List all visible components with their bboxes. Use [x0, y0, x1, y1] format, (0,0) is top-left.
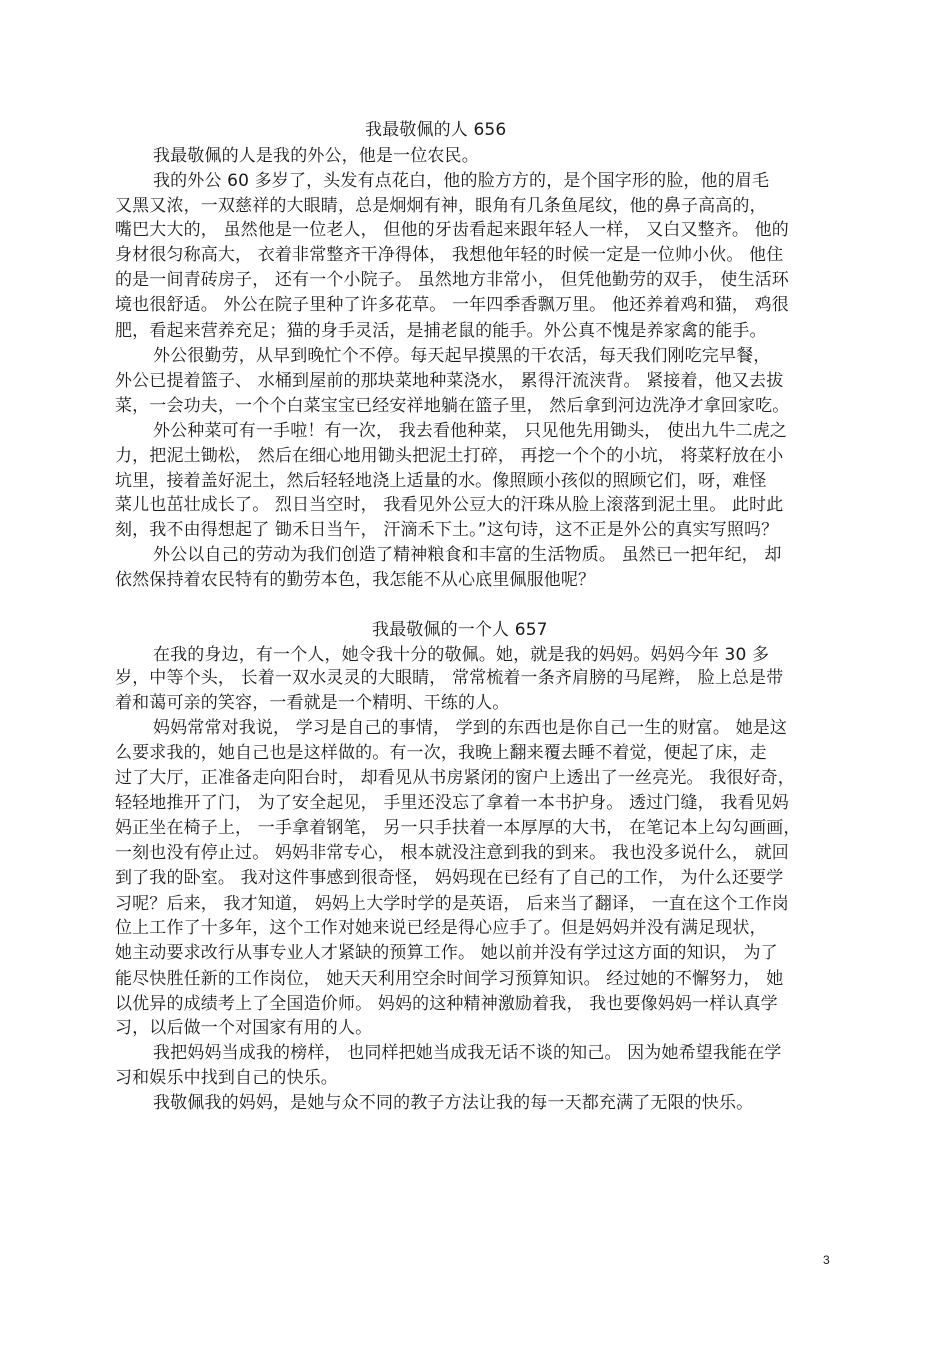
paragraph-line: 境也很舒适。 外公在院子里种了许多花草。 一年四季香飘万里。 他还养着鸡和猫， 鸡很: [115, 295, 789, 315]
paragraph-line: 坑里，接着盖好泥土，然后轻轻地浇上适量的水。像照顾小孩似的照顾它们，呀，难怪: [115, 471, 767, 491]
paragraph-line: 菜儿也茁壮成长了。 烈日当空时， 我看见外公豆大的汗珠从脸上滚落到泥土里。 此时此: [115, 495, 784, 515]
paragraph-line: 妈正坐在椅子上， 一手拿着钢笔， 另一只手扶着一本厚厚的大书， 在笔记本上勾勾画画，: [115, 818, 801, 838]
paragraph-line: 在我的身边，有一个人，她令我十分的敬佩。她，就是我的妈妈。妈妈今年 30 多: [153, 645, 770, 665]
paragraph-line: 过了大厅，正准备走向阳台时， 却看见从书房紧闭的窗户上透出了一丝亮光。 我很好奇，: [115, 768, 795, 788]
paragraph-line: 她主动要求改行从事专业人才紧缺的预算工作。 她以前并没有学过这方面的知识， 为了: [115, 943, 778, 963]
paragraph-line: 能尽快胜任新的工作岗位， 她天天利用空余时间学习预算知识。 经过她的不懈努力， 她: [115, 969, 784, 989]
paragraph-line: 菜，一会功夫，一个个白菜宝宝已经安祥地躺在篮子里， 然后拿到河边洗净才拿回家吃。: [115, 396, 790, 416]
paragraph-line: 以优异的成绩考上了全国造价师。 妈妈的这种精神激励着我， 我也要像妈妈一样认真学: [115, 994, 778, 1014]
paragraph-line: 肥，看起来营养充足；猫的身手灵活，是捕老鼠的能手。外公真不愧是养家禽的能手。: [115, 321, 767, 341]
paragraph-line: 习和娱乐中找到自己的快乐。: [115, 1068, 338, 1088]
paragraph-line: 我最敬佩的人是我的外公，他是一位农民。: [153, 146, 479, 166]
paragraph-line: 力，把泥土锄松， 然后在细心地用锄头把泥土打碎， 再挖一个个的小坑， 将菜籽放在小: [115, 446, 784, 466]
paragraph-line: 位上工作了十多年，这个工作对她来说已经是得心应手了。但是妈妈并没有满足现状，: [115, 918, 767, 938]
paragraph-line: 到了我的卧室。 我对这件事感到很奇怪， 妈妈现在已经有了自己的工作， 为什么还要学: [115, 868, 784, 888]
paragraph-line: 依然保持着农民特有的勤劳本色，我怎能不从心底里佩服他呢？: [115, 570, 596, 590]
paragraph-line: 习呢？后来， 我才知道， 妈妈上大学时学的是英语， 后来当了翻译， 一直在这个工作岗: [115, 894, 789, 914]
paragraph-line: 我把妈妈当成我的榜样， 也同样把她当成我无话不谈的知己。 因为她希望我能在学: [153, 1043, 782, 1063]
paragraph-line: 外公很勤劳，从早到晚忙个不停。每天起早摸黑的干农活，每天我们刚吃完早餐，: [153, 346, 771, 366]
paragraph-line: 岁，中等个头， 长着一双水灵灵的大眼睛， 常常梳着一条齐肩膀的马尾辫， 脸上总是带: [115, 668, 784, 688]
page-number: 3: [823, 1253, 830, 1267]
paragraph-line: 刻，我不由得想起了 锄禾日当午， 汗滴禾下土。”这句诗，这不正是外公的真实写照吗？: [115, 520, 779, 540]
paragraph-line: 外公已提着篮子、 水桶到屋前的那块菜地种菜浇水， 累得汗流浃背。 紧接着，他又去拔: [115, 371, 784, 391]
paragraph-line: 么要求我的，她自己也是这样做的。有一次，我晚上翻来覆去睡不着觉，便起了床，走: [115, 743, 767, 763]
paragraph-line: 我的外公 60 多岁了，头发有点花白，他的脸方方的，是个国字形的脸，他的眉毛: [153, 171, 770, 191]
paragraph-line: 妈妈常常对我说， 学习是自己的事情， 学到的东西也是你自己一生的财富。 她是这: [153, 718, 788, 738]
paragraph-line: 嘴巴大大的， 虽然他是一位老人， 但他的牙齿看起来跟年轻人一样， 又白又整齐。 他的: [115, 220, 789, 240]
paragraph-line: 身材很匀称高大， 衣着非常整齐干净得体， 我想他年轻的时候一定是一位帅小伙。 他住: [115, 245, 784, 265]
paragraph-line: 一刻也没有停止过。 妈妈非常专心， 根本就没注意到我的到来。 我也没多说什么， 就回: [115, 843, 789, 863]
paragraph-line: 轻轻地推开了门， 为了安全起见， 手里还没忘了拿着一本书护身。 透过门缝， 我看见妈: [115, 793, 789, 813]
paragraph-line: 外公以自己的劳动为我们创造了精神粮食和丰富的生活物质。 虽然已一把年纪， 却: [153, 545, 782, 565]
essay-title: 我最敬佩的一个人 657: [372, 620, 548, 640]
paragraph-line: 着和蔼可亲的笑容，一看就是一个精明、干练的人。: [115, 693, 510, 713]
paragraph-line: 又黑又浓，一双慈祥的大眼睛，总是炯炯有神，眼角有几条鱼尾纹，他的鼻子高高的，: [115, 196, 767, 216]
paragraph-line: 习，以后做一个对国家有用的人。: [115, 1018, 373, 1038]
paragraph-line: 我敬佩我的妈妈，是她与众不同的教子方法让我的每一天都充满了无限的快乐。: [153, 1093, 754, 1113]
paragraph-line: 的是一间青砖房子， 还有一个小院子。 虽然地方非常小， 但凭他勤劳的双手， 使生活环: [115, 270, 789, 290]
essay-title: 我最敬佩的人 656: [365, 120, 507, 140]
paragraph-line: 外公种菜可有一手啦！有一次， 我去看他种菜， 只见他先用锄头， 使出九牛二虎之: [153, 421, 788, 441]
